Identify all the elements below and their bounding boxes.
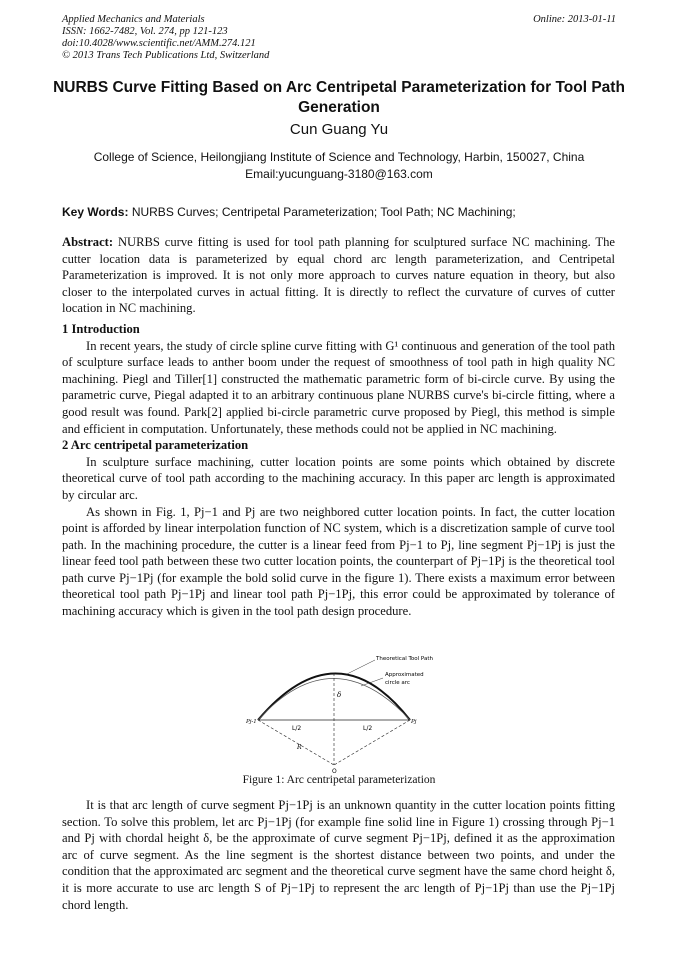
issn-line: ISSN: 1662-7482, Vol. 274, pp 121-123 xyxy=(62,26,228,37)
section-2-paragraph-3: It is that arc length of curve segment Pj−1Pj is an unknown quantity in the cutter location points fitting section. To solve this problem, let arc Pj−1Pj (for example fine solid line in Figure 1) crossing through Pj−1 and Pj with chordal height δ, be the approximate of curve segment Pj−1Pj, defined it as the approximation arc of curve segment. As the line segment is the shortest distance between two points, and under the condition that the approximated arc segment and the theoretical curve segment have the same chord height δ, it is more accurate to use arc length S of Pj−1Pj to represent the arc length of Pj−1Pj than use the Pj−1Pj chord length. xyxy=(62,798,615,912)
label-circle-arc: circle arc xyxy=(385,680,410,686)
copyright-line: © 2013 Trans Tech Publications Ltd, Switzerland xyxy=(62,50,270,61)
label-theoretical: Theoretical Tool Path xyxy=(376,656,433,662)
section-1-title: 1 Introduction xyxy=(62,321,140,336)
label-delta: δ xyxy=(337,691,342,699)
section-2-paragraph-2: As shown in Fig. 1, Pj−1 and Pj are two neighbored cutter location points. In fact, the cutter location point is afforded by linear interpolation function of NC system, which is a discretization sample of curve tool path. In the machining procedure, the cutter is a linear feed from Pj−1 to Pj, line segment Pj−1Pj is just the linear feed tool path between these two cutter location points, the counterpart of Pj−1Pj is the theoretical tool path curve Pj−1Pj (for example the bold solid curve in the figure 1). There exists a maximum error between theoretical tool path Pj−1Pj and linear tool path Pj−1Pj, this error could be approximated by tolerance of machining accuracy which is given in the tool path design procedure. xyxy=(62,504,615,619)
label-p-right: Pj xyxy=(411,719,417,725)
keywords-label: Key Words: xyxy=(62,205,129,219)
affiliation: College of Science, Heilongjiang Institute of Science and Technology, Harbin, 150027, China xyxy=(93,150,585,164)
abstract-text: NURBS curve fitting is used for tool path planning for sculptured surface NC machining. The cutter location data is parameterized by equal chord arc length parameterization, and Centripetal Parameterization is improved. It is not only more approach to curves nature equation in theory, but also closer to the interpolated curves in actual fitting. It is directly to reflect the curvature of curves of cutter location in NC machining. xyxy=(62,235,615,316)
online-date: Online: 2013-01-11 xyxy=(533,14,616,25)
keywords-text: NURBS Curves; Centripetal Parameterization; Tool Path; NC Machining; xyxy=(131,205,516,219)
label-half-right: L/2 xyxy=(363,725,373,732)
journal-header xyxy=(62,14,616,62)
abstract-block xyxy=(62,234,615,620)
section-2-title: 2 Arc centripetal parameterization xyxy=(62,438,249,453)
label-half-left: L/2 xyxy=(292,725,302,732)
figure-1-diagram xyxy=(245,645,435,775)
abstract-label: Abstract: xyxy=(62,235,114,249)
section-2-paragraph-1: In sculpture surface machining, cutter location points are some points which obtained by discrete theoretical curve of tool path according to the machining accuracy. In this paper arc length is approximated by circular arc. xyxy=(62,454,615,502)
label-p-left: Pj-1 xyxy=(246,719,257,725)
leader-theoretical xyxy=(347,660,375,674)
label-radius: R xyxy=(297,744,302,751)
doi-line: doi:10.4028/www.scientific.net/AMM.274.121 xyxy=(62,38,256,49)
keywords xyxy=(62,205,616,219)
journal-name: Applied Mechanics and Materials xyxy=(62,14,205,25)
figure-1-caption: Figure 1: Arc centripetal parameterization xyxy=(242,774,436,786)
section-1-paragraph: In recent years, the study of circle spline curve fitting with G¹ continuous and generation of the tool path of sculpture surface leads to anther boom under the request of smoothness of tool path in high quality NC machining. Piegl and Tiller[1] constructed the mathematic parametric form of bi-circle curve. By using the parametric curve, Piegal adapted it to an arbitrary continuous plane NURBS curve's bi-circle fitting, where a good result was found. Park[2] applied bi-circle parametric curve proposed by Piegl, this method is simple and efficient in computation. Unfortunately, these methods could not be applied in NC machining. xyxy=(62,338,615,436)
affiliation-block xyxy=(40,149,638,183)
label-approximated: Approximated xyxy=(385,672,424,678)
label-center: O xyxy=(332,768,337,775)
paper-title: NURBS Curve Fitting Based on Arc Centripetal Parameterization for Tool Path Generation xyxy=(53,79,625,116)
paper-author: Cun Guang Yu xyxy=(289,121,389,138)
email: Email:yucunguang-3180@163.com xyxy=(245,167,433,181)
section-2-continued xyxy=(62,797,615,913)
